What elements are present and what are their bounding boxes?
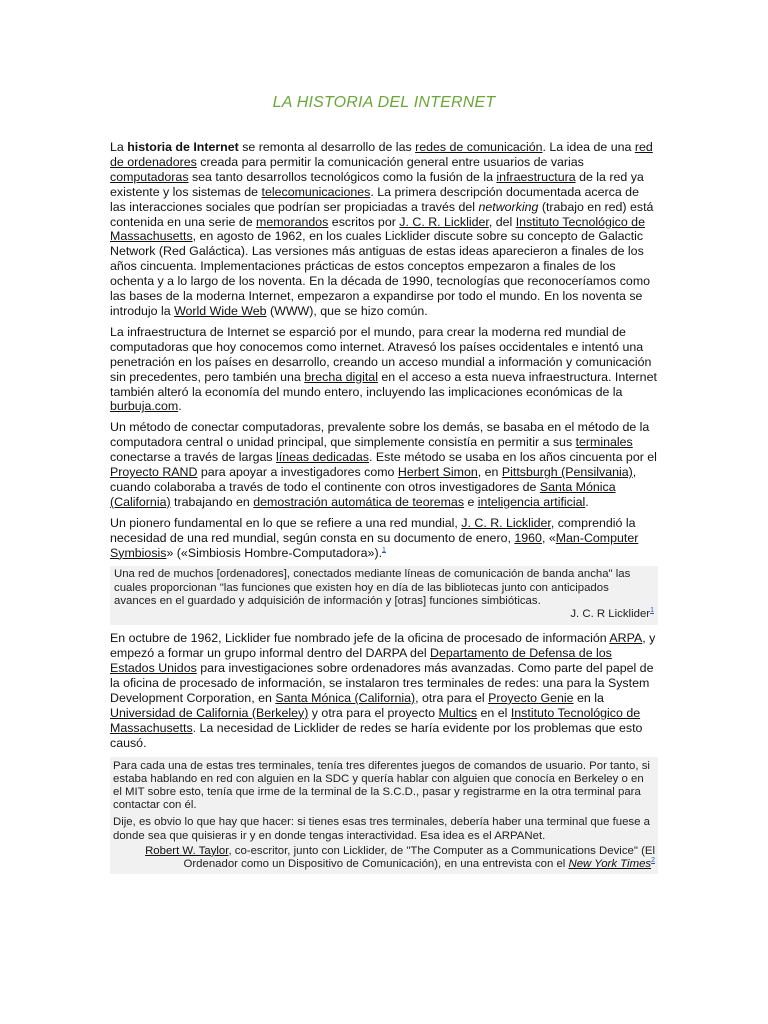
link-departamento-defensa[interactable]: Departamento de Defensa de los Estados Unidos bbox=[110, 646, 612, 676]
link-arpa[interactable]: ARPA bbox=[609, 631, 643, 646]
link-universidad-california[interactable]: Universidad de California (Berkeley) bbox=[110, 705, 309, 720]
text: en la bbox=[573, 690, 604, 705]
link-inteligencia-artificial[interactable]: inteligencia artificial bbox=[477, 494, 586, 509]
text: Un pionero fundamental en lo que se refiere a una red mundial, bbox=[110, 515, 462, 530]
link-santa-monica[interactable]: Santa Mónica (California) bbox=[110, 479, 616, 509]
link-burbuja-com[interactable]: burbuja.com bbox=[110, 399, 179, 414]
text: . bbox=[585, 494, 589, 509]
text: sea tanto desarrollos tecnológicos como la fusión de la bbox=[188, 169, 497, 184]
footnote-ref[interactable] bbox=[650, 607, 654, 614]
text: conectarse a través de largas bbox=[110, 450, 276, 465]
text: En octubre de 1962, Licklider fue nombrado jefe de la oficina de procesado de información bbox=[110, 631, 610, 646]
text: creada para permitir la comunicación general entre usuarios de varias bbox=[196, 154, 584, 169]
link-herbert-simon[interactable]: Herbert Simon bbox=[397, 465, 478, 480]
paragraph-arpa bbox=[110, 631, 658, 750]
link-mit-2[interactable]: Instituto Tecnológico de Massachusetts bbox=[110, 705, 641, 735]
link-new-york-times[interactable] bbox=[568, 858, 651, 870]
footnote-link[interactable]: 2 bbox=[651, 857, 655, 865]
text: e bbox=[464, 494, 478, 509]
article-body bbox=[110, 140, 658, 880]
text: (WWW), que se hizo común. bbox=[266, 303, 428, 318]
text: , y empezó a formar un grupo informal dentro del DARPA del bbox=[110, 631, 656, 661]
text: . bbox=[178, 399, 182, 414]
quote-paragraph: Para cada una de estas tres terminales, tenía tres diferentes juegos de comandos de usuario. Por tanto, si estaba hablando en red con alguien en la SDC y quería hablar con alguien que conocía en Berkeley o en el MIT sobre esto, tenía que irme de la terminal de la S.C.D., pasar y registrarme en la otra terminal para contactar con él. bbox=[113, 759, 650, 812]
text: escritos por bbox=[328, 214, 400, 229]
quote-paragraph: Dije, es obvio lo que hay que hacer: si tienes esas tres terminales, debería haber una terminal que fuese a donde sea que quisieras ir y en donde tengas interactividad. Esa idea es el ARPANet. bbox=[113, 816, 650, 842]
text: y otra para el proyecto bbox=[308, 705, 439, 720]
footnote-ref[interactable] bbox=[382, 546, 386, 553]
text: La bbox=[110, 140, 128, 154]
text: La infraestructura de Internet se esparció por el mundo, para crear la moderna red mundial de computadoras que hoy conocemos como internet. Atravesó los países occidentales e intentó una penetración en los países en desarrollo, creando un acceso mundial a información y comunicación sin precedentes, pero también una bbox=[110, 324, 652, 384]
text: se remonta al desarrollo de las bbox=[238, 140, 416, 154]
link-multics[interactable]: Multics bbox=[438, 705, 478, 720]
text: , otra para el bbox=[415, 690, 489, 705]
text: . Este método se usaba en los años cincuenta por el bbox=[369, 450, 657, 465]
text: , en bbox=[477, 465, 502, 480]
link-proyecto-genie[interactable]: Proyecto Genie bbox=[488, 690, 574, 705]
text: , co-escritor, junto con Licklider, de "The Computer as a Communications Device" (El Ordenador como un Dispositivo de Comunicación), en una entrevista con el bbox=[183, 844, 655, 870]
link-terminales[interactable]: terminales bbox=[575, 435, 633, 450]
text: . La necesidad de Licklider de redes se haría evidente por los problemas que esto causó. bbox=[110, 720, 643, 750]
text: . La idea de una bbox=[542, 140, 635, 154]
link-brecha-digital[interactable]: brecha digital bbox=[304, 369, 378, 384]
text: Un método de conectar computadoras, prevalente sobre los demás, se basaba en el método de la computadora central o unidad principal, que simplemente consistía en permitir a sus bbox=[110, 420, 650, 450]
bold-term: historia de Internet bbox=[127, 140, 239, 154]
text: » («Simbiosis Hombre-Computadora»). bbox=[166, 545, 383, 560]
text: para apoyar a investigadores como bbox=[197, 465, 398, 480]
link-telecomunicaciones[interactable]: telecomunicaciones bbox=[261, 184, 371, 199]
text: en el bbox=[477, 705, 511, 720]
italic-link-text: New York Times bbox=[568, 857, 652, 870]
blockquote-licklider bbox=[110, 566, 658, 625]
text: , « bbox=[541, 530, 556, 545]
link-infraestructura[interactable]: infraestructura bbox=[496, 169, 576, 184]
text: para investigaciones sobre ordenadores más avanzadas. Como parte del papel de la oficina de procesado de información, se instalaron tres terminales de redes: una para la System Development Corporation, en bbox=[110, 661, 654, 705]
quote-credit bbox=[113, 845, 655, 871]
link-lineas-dedicadas[interactable]: líneas dedicadas bbox=[276, 450, 369, 465]
footnote-link[interactable]: 1 bbox=[382, 546, 386, 554]
link-robert-taylor[interactable]: Robert W. Taylor bbox=[145, 844, 229, 857]
text: de la red ya existente y los sistemas de bbox=[110, 169, 644, 199]
text: en el acceso a esta nueva infraestructura. Internet también alteró la economía del mundo entero, incluyendo las implicaciones económicas de la bbox=[110, 369, 657, 399]
text: , comprendió la necesidad de una red mundial, según consta en su documento de enero, bbox=[110, 515, 636, 545]
link-mit[interactable]: Instituto Tecnológico de Massachusetts bbox=[110, 214, 645, 244]
quote-author bbox=[114, 608, 654, 621]
link-memorandos[interactable]: memorandos bbox=[256, 214, 329, 229]
page-title: LA HISTORIA DEL INTERNET bbox=[272, 94, 496, 111]
quote-text: Una red de muchos [ordenadores], conectados mediante líneas de comunicación de banda ancha" las cuales proporcionan "las funciones que existen hoy en día de las bibliotecas junto con anticipados avances en el guardado y adquisición de información y [otras] funciones simbióticas. bbox=[114, 568, 631, 607]
link-1960[interactable]: 1960 bbox=[514, 530, 542, 545]
footnote-link[interactable]: 1 bbox=[650, 607, 654, 615]
quote-author-name: J. C. R Licklider bbox=[570, 608, 651, 621]
footnote-ref[interactable] bbox=[651, 857, 655, 864]
paragraph-metodo bbox=[110, 420, 658, 509]
text: , del bbox=[488, 214, 516, 229]
link-man-computer-symbiosis[interactable]: Man-Computer Symbiosis bbox=[110, 530, 639, 560]
blockquote-taylor bbox=[110, 757, 658, 875]
link-world-wide-web[interactable]: World Wide Web bbox=[174, 303, 267, 318]
text: , cuando colaboraba a través de todo el continente con otros investigadores de bbox=[110, 465, 637, 494]
link-licklider[interactable]: J. C. R. Licklider bbox=[399, 214, 489, 229]
link-pittsburgh[interactable]: Pittsburgh (Pensilvania) bbox=[501, 465, 633, 480]
link-licklider-2[interactable]: J. C. R. Licklider bbox=[461, 515, 551, 530]
link-demostracion-automatica[interactable]: demostración automática de teoremas bbox=[253, 494, 465, 509]
paragraph-intro bbox=[110, 140, 658, 319]
paragraph-infraestructura bbox=[110, 325, 658, 414]
text: , en agosto de 1962, en los cuales Licklider discute sobre su concepto de Galactic Network (Red Galáctica). Las versiones más antiguas de estas ideas aparecieron a finales de los años cincuenta. Implementaciones prácticas de estos conceptos empezaron a finales de los ochenta y a lo largo de los noventa. En la década de 1990, tecnologías que reconoceríamos como las bases de la moderna Internet, empezaron a expandirse por todo el mundo. En los noventa se introdujo la bbox=[110, 229, 651, 318]
text: (trabajo en red) está contenida en una serie de bbox=[110, 199, 654, 229]
link-computadoras[interactable]: computadoras bbox=[110, 169, 189, 184]
italic-term: networking bbox=[478, 199, 539, 214]
text: trabajando en bbox=[170, 494, 254, 509]
link-redes-de-comunicacion[interactable]: redes de comunicación bbox=[415, 140, 543, 154]
paragraph-pionero bbox=[110, 516, 658, 561]
link-red-de-ordenadores[interactable]: red de ordenadores bbox=[110, 140, 653, 169]
text: . La primera descripción documentada acerca de las interacciones sociales que podrían ser propiciadas a través del bbox=[110, 184, 639, 214]
link-santa-monica-2[interactable]: Santa Mónica (California) bbox=[275, 690, 416, 705]
link-proyecto-rand[interactable]: Proyecto RAND bbox=[110, 465, 198, 480]
